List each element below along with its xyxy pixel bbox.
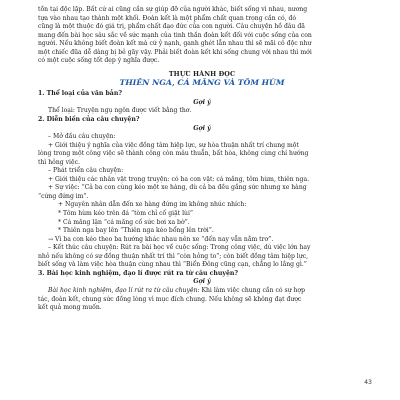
opening-label: – Mở đầu câu chuyện: [48, 133, 116, 141]
intro-line: mang đến bài học sâu sắc về sức mạnh của tinh thần đoàn kết đối với cuộc sống của con [38, 31, 312, 39]
answer-line: + Giới thiệu ý nghĩa của việc đồng tâm hiệp lực, sự hòa thuận nhất trí chung một [48, 141, 299, 149]
question-3-heading: 3. Bài học kinh nghiệm, đạo lí được rút ra từ câu chuyện? [38, 269, 239, 277]
intro-line: tựa vào nhau tạo thành một khối. Đoàn kết là một phẩm chất quan trọng cần có, đó [38, 14, 297, 22]
lesson-text: Khi làm việc chung cần có sự hợp [199, 286, 305, 294]
hint-label: Gợi ý [193, 278, 211, 286]
bullet-item: * Cá măng lặn “cá măng cố sức bơi xa bờ”. [58, 218, 190, 226]
answer-line: kết quả mong muốn. [38, 304, 102, 312]
answer-line: thì hỏng việc. [38, 158, 80, 166]
question-1-answer: Thể loại: Truyện ngụ ngôn được viết bằng thơ. [48, 107, 192, 115]
bullet-item: * Tôm hùm kéo trên đá “tòm chỉ cố giật lùi” [58, 210, 194, 218]
intro-line: người. Nếu không biết đoàn kết mà cứ ỷ nạnh, ganh ghét lẫn nhau thì sẽ mãi cô độc như [38, 40, 312, 48]
answer-line: + Giới thiệu các nhân vật trong truyện: có ba con vật: cá măng, tôm hùm, thiên nga. [48, 175, 310, 183]
section-title: THỰC HÀNH ĐỌC [168, 69, 236, 78]
intro-line: tồn tại độc lập. Bất cứ ai cũng cần sự giúp đỡ của người khác, biết sống vì nhau, nương [38, 6, 308, 13]
answer-line [38, 287, 366, 296]
intro-line: cũng là một thuộc đó giá trị, phẩm chất đạo đức của con người. Câu chuyện hồ đâu đã [38, 23, 305, 31]
bullet-item: * Thiên nga bay lên “Thiên nga kéo bổng lên trời”. [58, 227, 214, 235]
question-1-heading: 1. Thể loại của văn bản? [38, 90, 122, 98]
page-number: 43 [364, 379, 372, 386]
intro-line: một chiếc đũa dễ dàng bị bẻ gãy vậy. Phải biết đoàn kết khi sống chung với nhau thì mới [38, 48, 312, 56]
development-label: – Phát triển câu chuyện: [48, 167, 124, 175]
answer-line: “cứng đứng im”. [38, 192, 89, 200]
conclusion-arrow: → Vì ba con kéo theo ba hướng khác nhau nên xe “đến nay vẫn nằm trơ”. [48, 235, 274, 243]
story-title: THIÊN NGA, CÁ MĂNG VÀ TÔM HÙM [119, 78, 285, 88]
hint-label: Gợi ý [193, 124, 211, 132]
answer-line: nhỏ nếu không có sự đồng thuận nhất trí thì “còn hỏng to”; còn biết đồng tâm hiệp lực, [38, 252, 309, 260]
question-2-heading: 2. Diễn biến của câu chuyện? [38, 116, 140, 124]
answer-line: + Sự việc: “Cả ba con cùng kéo một xe hàng, dù cả ba đều gắng sức nhưng xe hàng [48, 184, 307, 192]
answer-line: – Kết thúc câu chuyện: Rút ra bài học về cuộc sống: Trong công việc, dù việc lớn hay [48, 244, 311, 252]
hint-label: Gợi ý [193, 98, 211, 106]
intro-line: có một cuộc sống tốt đẹp ý nghĩa được. [38, 57, 160, 65]
answer-line: + Nguyên nhân dẫn đến xe hàng đứng im không nhúc nhích: [58, 201, 247, 209]
answer-line: tác, đoàn kết, chung sức đồng lòng vì mục đích chung. Nếu không sẽ không đạt được [38, 295, 302, 303]
page-content [38, 6, 366, 313]
lesson-lead: Bài học kinh nghiệm, đạo lí rút ra từ câu chuyện: [48, 286, 200, 294]
answer-line: biết sống và làm việc hòa thuận cùng nhau thì “Biển Đông cũng cạn, chẳng lo lắng gì.” [38, 261, 307, 269]
answer-line: lòng trong một công việc sẽ thành công còn mâu thuẫn, bất hòa, không cùng chí hướng [38, 150, 309, 158]
